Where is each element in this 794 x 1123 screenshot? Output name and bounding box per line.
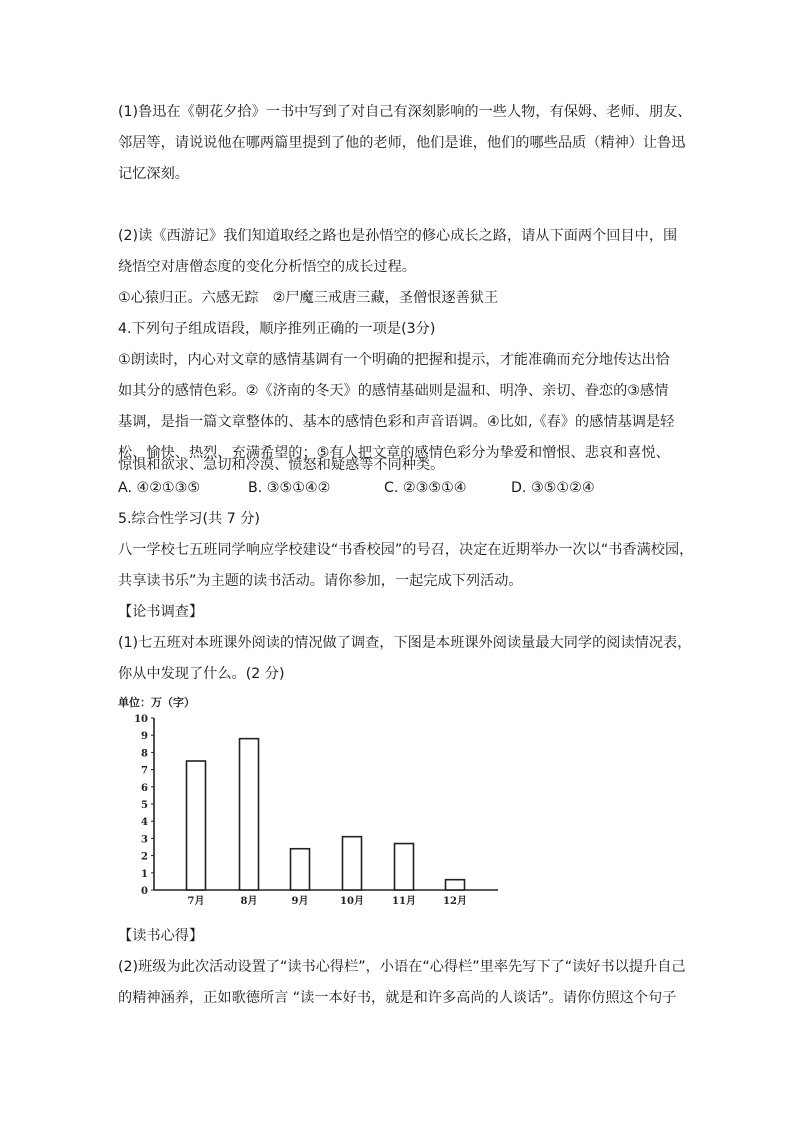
bar (240, 739, 259, 890)
x-tick-label: 9月 (291, 896, 309, 907)
question-lu-xun-line-1: (1)鲁迅在《朝花夕拾》一书中写到了对自己有深刻影响的一些人物，有保姆、老师、朋友、 (118, 104, 692, 120)
section-reading-notes-heading: 【读书心得】 (118, 928, 204, 944)
question-xiyouji-line-1: (2)读《西游记》我们知道取经之路也是孙悟空的修心成长之路，请从下面两个回目中，围 (118, 228, 678, 244)
y-tick-label: 3 (141, 834, 148, 846)
question-5-intro-line-2: 共享读书乐”为主题的读书活动。请你参加，一起完成下列活动。 (118, 573, 523, 589)
y-tick-label: 9 (141, 731, 148, 743)
x-tick-label: 10月 (340, 896, 364, 907)
question-4-passage-line-3: 基调，是指一篇文章整体的、基本的感情色彩和声音语调。④比如,《春》的感情基调是轻 (118, 414, 675, 430)
bar (187, 761, 206, 890)
y-tick-label: 10 (134, 714, 148, 725)
bar (343, 837, 362, 890)
question-5-sub1-line-1: (1)七五班对本班课外阅读的情况做了调查，下图是本班课外阅读量最大同学的阅读情况表， (118, 635, 692, 651)
question-4-passage-line-2: 如其分的感情色彩。②《济南的冬天》的感情基础则是温和、明净、亲切、眷恋的③感情 (118, 383, 669, 399)
question-4-stem: 4.下列句子组成语段，顺序推列正确的一项是(3分) (118, 321, 436, 337)
question-xiyouji-chapters: ①心猿归正。六感无踪 ②尸魔三戒唐三藏，圣僧恨逐善狱王 (118, 290, 499, 306)
bar (291, 849, 310, 890)
chart-unit-label: 单位：万（字） (118, 696, 195, 709)
question-lu-xun-line-3: 记忆深刻。 (118, 166, 189, 182)
question-lu-xun-line-2: 邻居等，请说说他在哪两篇里提到了他的老师，他们是谁，他们的哪些品质（精神）让鲁迅 (118, 135, 686, 151)
x-tick-label: 11月 (392, 896, 416, 907)
question-5-sub2-line-2: 的精神涵养，正如歌德所言 “读一本好书，就是和许多高尚的人谈话”。请你仿照这个句子 (118, 990, 677, 1006)
bar (446, 880, 465, 890)
y-tick-label: 1 (141, 868, 148, 880)
section-survey-heading: 【论书调查】 (118, 604, 204, 620)
y-tick-label: 6 (141, 782, 148, 794)
question-5-sub2-line-1: (2)班级为此次活动设置了“读书心得栏”，小语在“心得栏”里率先写下了“读好书以提升自己 (118, 959, 686, 975)
question-5-intro-line-1: 八一学校七五班同学响应学校建设“书香校园”的号召，决定在近期举办一次以“书香满校园， (118, 542, 694, 558)
y-tick-label: 4 (141, 817, 148, 829)
bar (395, 844, 414, 890)
question-4-passage-line-1: ①朗读时，内心对文章的感情基调有一个明确的把握和提示，才能准确而充分地传达出恰 (118, 352, 670, 368)
option-b: B. ③⑤①④② (248, 480, 331, 496)
y-tick-label: 7 (141, 765, 148, 777)
question-4-passage-line-5: 惊惧和欲求、急切和冷漠、愤怒和疑惑等不同种类。 (118, 457, 445, 473)
question-xiyouji-line-2: 绕悟空对唐僧态度的变化分析悟空的成长过程。 (118, 259, 416, 275)
option-a: A. ④②①③⑤ (118, 480, 201, 496)
y-tick-label: 8 (141, 748, 148, 760)
question-4-passage-line-4: 松、愉快、热烈、充满希望的；⑤有人把文章的感情色彩分为挚爱和憎恨、悲哀和喜悦、 (118, 445, 670, 461)
reading-volume-bar-chart (118, 692, 508, 910)
option-d: D. ③⑤①②④ (511, 480, 595, 496)
option-c: C. ②③⑤①④ (384, 480, 467, 496)
x-tick-label: 12月 (443, 896, 467, 907)
question-5-sub1-line-2: 你从中发现了什么。(2 分) (118, 666, 285, 682)
y-tick-label: 0 (141, 886, 148, 897)
y-tick-label: 5 (141, 800, 148, 811)
x-tick-label: 7月 (187, 896, 205, 907)
y-tick-label: 2 (141, 851, 148, 863)
x-tick-label: 8月 (240, 896, 258, 907)
question-5-title: 5.综合性学习(共 7 分) (118, 511, 260, 527)
